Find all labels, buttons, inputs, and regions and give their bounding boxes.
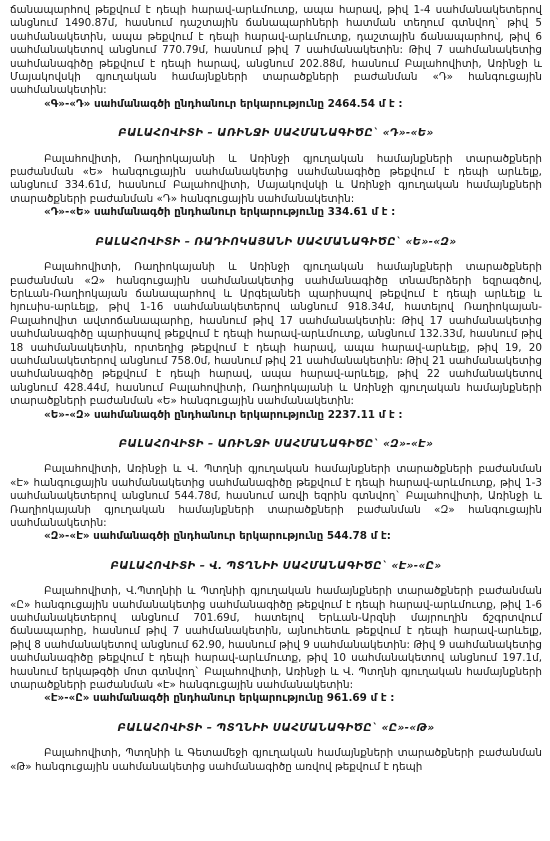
section-summary: «Է»-«Ը» սահմանագծի ընդհանուր երկարությունը 961.69 մ է : bbox=[44, 692, 395, 705]
section-heading: ԲԱԼԱՀՈՎԻՏԻ – ԱՌԻՆՋԻ ՍԱՀՄԱՆԱԳԻԾԸ` «Զ»-«Է» bbox=[118, 437, 434, 450]
section-z-e bbox=[10, 438, 542, 544]
section-paragraph: Բալահովիտի, Ռաղիոկայանի և Առինջի գյուղական համայնքների տարածքների բաժանման «Ե» հանգուցային սահմանակետից սահմանագիծը թեքվում է դեպի արևելք, անցնում 334.61մ, հասնում Բալահովիտի, Մայակովսկի և Առինջի գյուղական համայնքների տարածքների բաժանման «Դ» հանգուցային սահմանակետին: bbox=[10, 152, 542, 205]
section-paragraph: Բալահովիտի, Առինջի և Վ. Պտղնի գյուղական համայնքների տարածքների բաժանման «Է» հանգուցային սահմանակետից սահմանագիծը թեքվում է դեպի հարավ-արևմուտք, թիվ 1-3 սահմանակետերով անցնում 544.78մ, հասնում առվի եզրին գտնվող` Բալահովիտի, Առինջի և Ռաղիոկայանի գյուղական համայնքների տարածքների բաժանման «Զ» հանգուցային սահմանակետին: bbox=[10, 463, 542, 529]
section-e-z bbox=[10, 236, 542, 422]
section-heading: ԲԱԼԱՀՈՎԻՏԻ – ՌԱԴԻՈԿԱՅԱՆԻ ՍԱՀՄԱՆԱԳԻԾԸ` «Ե»-«Զ» bbox=[95, 235, 457, 248]
section-paragraph: Բալահովիտի, Վ.Պտղնիի և Պտղնիի գյուղական համայնքների տարածքների բաժանման «Ը» հանգուցային սահմանակետից սահմանագիծը թեքվում է դեպի հարավ-արևմուտք, թիվ 1-6 սահմանակետերով անցնում 701.69մ, հատելով Երևան-Արզնի մայրուղին ճշգրտվում ճանապարհը, հասնում թիվ 7 սահմանակետին, այնուհետև թեքվում է դեպի հարավ-արևելք, թիվ 8 սահմանակետով անցնում 62.90, հասնում թիվ 9 սահմանակետին: Թիվ 9 սահմանակետից սահմանագիծը թեքվում է դեպի հարավ-արևմուտք, թիվ 10 սահմանակետով անցնում 197.1մ, հասնում երկաթգծի մոտ գտնվող` Բալահովիտի, Առինջի և Վ. Պտղնի գյուղական համայնքների տարածքների բաժանման «Է» հանգուցային սահմանակետին: bbox=[10, 585, 542, 692]
section-e-y bbox=[10, 560, 542, 706]
section-summary: «Զ»-«Է» սահմանագծի ընդհանուր երկարությունը 544.78 մ է: bbox=[44, 530, 391, 543]
section-heading: ԲԱԼԱՀՈՎԻՏԻ – ՊՏՂՆԻԻ ՍԱՀՄԱՆԱԳԻԾԸ` «Ը»-«Թ» bbox=[117, 721, 435, 734]
section-summary: «Դ»-«Ե» սահմանագծի ընդհանուր երկարությունը 334.61 մ է : bbox=[44, 206, 396, 219]
intro-paragraph: ճանապարհով թեքվում է դեպի հարավ-արևմուտք, ապա հարավ, թիվ 1-4 սահմանակետերով անցնում 1490.87մ, հասնում դաշտային ճանապարհների հատման տեղում գտնվող` թիվ 5 սահմանակետին, ապա թեքվում է դեպի հարավ-արևմուտք, դաշտային ճանապարհով, թիվ 6 սահմանակետով անցնում 770.79մ, հասնում թիվ 7 սահմանակետին: Թիվ 7 սահմանակետից սահմանագիծը թեքվում է դեպի հարավ, անցնում 202.88մ, հասնում Բալահովիտի, Առինջի և Մայակովսկի գյուղական համայնքների տարածքների բաժանման «Դ» հանգուցային սահմանակետին: bbox=[10, 4, 542, 97]
section-y-t bbox=[10, 722, 542, 774]
section-paragraph: Բալահովիտի, Պտղնիի և Գետամեջի գյուղական համայնքների տարածքների բաժանման «Թ» հանգուցային սահմանակետից սահմանագիծը առվով թեքվում է դեպի bbox=[10, 747, 542, 773]
section-heading: ԲԱԼԱՀՈՎԻՏԻ – Վ. ՊՏՂՆԻԻ ՍԱՀՄԱՆԱԳԻԾԸ` «Է»-«Ը» bbox=[110, 559, 442, 572]
intro-summary: «Գ»-«Դ» սահմանագծի ընդհանուր երկարությունը 2464.54 մ է : bbox=[44, 97, 403, 110]
section-d-e bbox=[10, 127, 542, 219]
section-summary: «Ե»-«Զ» սահմանագծի ընդհանուր երկարությունը 2237.11 մ է : bbox=[44, 408, 403, 421]
section-heading: ԲԱԼԱՀՈՎԻՏԻ – ԱՌԻՆՋԻ ՍԱՀՄԱՆԱԳԻԾԸ` «Դ»-«Ե» bbox=[118, 127, 434, 140]
section-paragraph: Բալահովիտի, Ռաղիոկայանի և Առինջի գյուղական համայնքների տարածքների բաժանման «Զ» հանգուցային սահմանակետից սահմանագիծը տնամերձերի եզրագծով, Երևան-Ռաղիոկայան ճանապարհով և Արգելանեի պարիսպով թեքվում է դեպի արևելք և հյուսիս-արևելք, թիվ 1-16 սահմանակետերով անցնում 918.34մ, հատելով Ռաղիոկայան-Բալահովիտ ավտոճանապարհը, հասնում թիվ 17 սահմանակետին: Թիվ 17 սահմանակետից սահմանագիծը պարիսպով թեքվում է դեպի հարավ-արևմուտք, անցնում 132.33մ, հասնում թիվ 18 սահմանակետին, որտեղից թեքվում է դեպի հարավ, ապա հարավ-արևելք, թիվ 19, 20 սահմանակետերով անցնում 758.0մ, հասնում թիվ 21 սահմանակետին: Թիվ 21 սահմանակետից սահմանագիծը թեքվում է դեպի հարավ, ապա հարավ-արևելք, թիվ 22 սահմանակետով անցնում 428.44մ, հասնում Բալահովիտի, Ռաղիոկայանի և Առինջի գյուղական համայնքների տարածքների բաժանման «Ե» հանգուցային սահմանակետին: bbox=[10, 261, 542, 408]
